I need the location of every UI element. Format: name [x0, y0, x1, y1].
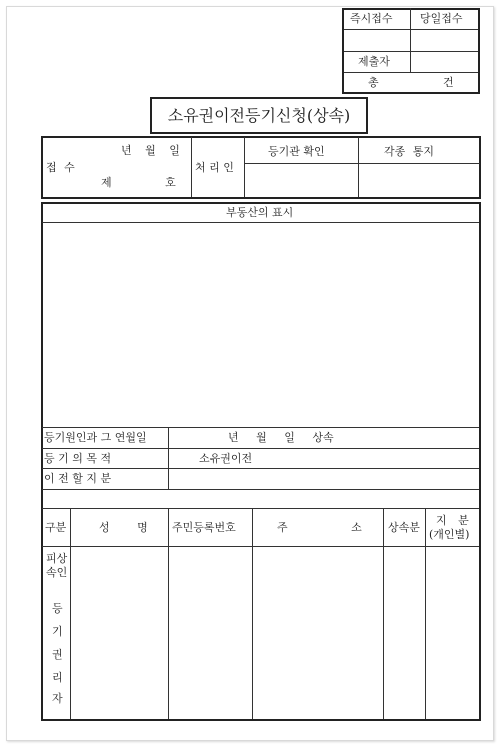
reception-label: 접 수: [46, 161, 77, 174]
column-header-inheritance-share: 상속분: [388, 521, 420, 534]
cause-date-value[interactable]: 년 월 일 상속: [228, 431, 334, 444]
count-unit-label: 건: [443, 76, 454, 89]
notices-label: 각종 통지: [384, 145, 435, 158]
party-entry-area[interactable]: [72, 548, 478, 718]
submitter-label: 제출자: [358, 55, 390, 68]
property-description-header: 부동산의 표시: [226, 206, 294, 219]
registration-purpose-label: 등 기 의 목 적: [44, 452, 112, 465]
reception-date-field[interactable]: 년 월 일: [121, 144, 180, 157]
holder-char-1: 등: [52, 602, 63, 615]
column-header-category: 구분: [45, 521, 67, 534]
registration-purpose-value[interactable]: 소유권이전: [199, 452, 253, 465]
column-header-resident-number: 주민등록번호: [172, 521, 236, 534]
total-label: 총: [368, 76, 379, 89]
immediate-receipt-label: 즉시접수: [350, 12, 393, 25]
column-header-address: 주 소: [277, 521, 362, 534]
transfer-share-label: 이 전 할 지 분: [44, 472, 112, 485]
property-description-area[interactable]: [43, 224, 478, 426]
column-header-share: 지 분: [436, 514, 469, 527]
transfer-share-field[interactable]: [170, 470, 478, 488]
holder-char-4: 리: [52, 671, 63, 684]
reception-number-field[interactable]: 제 호: [101, 176, 176, 189]
column-header-name: 성 명: [99, 521, 148, 534]
deceased-label: 피상속인: [46, 552, 68, 579]
holder-char-5: 자: [52, 692, 63, 705]
registry-check-label: 등기관 확인: [268, 145, 325, 158]
form-title: 소유권이전등기신청(상속): [150, 97, 368, 134]
processor-label: 처 리 인: [195, 161, 234, 174]
column-header-individual: (개인별): [429, 528, 470, 541]
holder-char-3: 권: [52, 648, 63, 661]
cause-date-label: 등기원인과 그 연월일: [44, 431, 147, 444]
holder-char-2: 기: [52, 625, 63, 638]
same-day-receipt-label: 당일접수: [420, 12, 463, 25]
